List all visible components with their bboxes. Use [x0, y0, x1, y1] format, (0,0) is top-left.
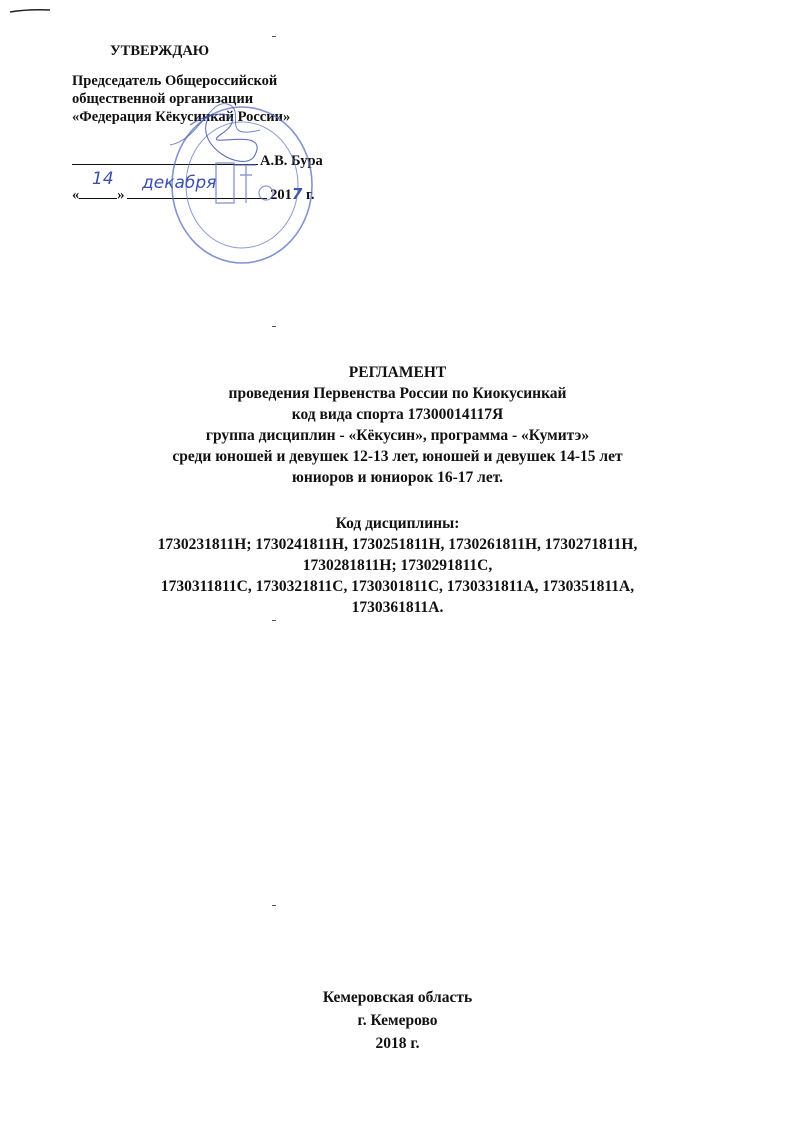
approval-position-line1: Председатель Общероссийской	[72, 73, 278, 89]
official-stamp-seal	[160, 85, 320, 270]
date-year-suffix: г.	[302, 187, 315, 203]
approval-position-line3: «Федерация Кёкусинкай России»	[72, 109, 291, 125]
disciplines-line3: 1730311811С, 1730321811С, 1730301811С, 1730331811А, 1730351811А,	[160, 578, 635, 595]
approval-position-line2: общественной организации	[72, 91, 254, 107]
title-line1: проведения Первенства России по Киокусинкай	[228, 385, 567, 402]
date-year-prefix: 201	[270, 187, 292, 203]
title-line2: код вида спорта 17300014117Я	[291, 406, 504, 423]
disciplines-line4: 1730361811А.	[351, 599, 444, 616]
document-title: РЕГЛАМЕНТ	[348, 364, 447, 381]
title-line4: среди юношей и девушек 12-13 лет, юношей и девушек 14-15 лет	[172, 448, 623, 465]
title-line3: группа дисциплин - «Кёкусин», программа - «Кумитэ»	[205, 427, 590, 444]
scan-mark	[272, 905, 276, 906]
disciplines-heading: Код дисциплины:	[335, 515, 460, 532]
signatory-name: А.В. Бура	[260, 153, 323, 169]
date-close-quote: »	[117, 187, 125, 203]
date-open-quote: «	[72, 187, 80, 203]
scan-corner-mark	[8, 8, 52, 14]
date-day-handwritten: 14	[92, 169, 114, 189]
disciplines-line1: 1730231811Н; 1730241811Н, 1730251811Н, 1730261811Н, 1730271811Н,	[157, 536, 638, 553]
date-year-handwritten: 7	[291, 185, 303, 203]
date-month-handwritten: декабря	[142, 173, 217, 193]
place-region: Кемеровская область	[322, 989, 473, 1006]
scan-mark	[272, 36, 276, 37]
scan-mark	[272, 326, 276, 327]
title-line5: юниоров и юниорок 16-17 лет.	[291, 469, 504, 486]
place-year: 2018 г.	[375, 1035, 420, 1052]
scan-mark	[272, 620, 276, 621]
place-city: г. Кемерово	[357, 1012, 438, 1029]
disciplines-line2: 1730281811Н; 1730291811С,	[302, 557, 493, 574]
approval-heading: УТВЕРЖДАЮ	[110, 43, 210, 59]
